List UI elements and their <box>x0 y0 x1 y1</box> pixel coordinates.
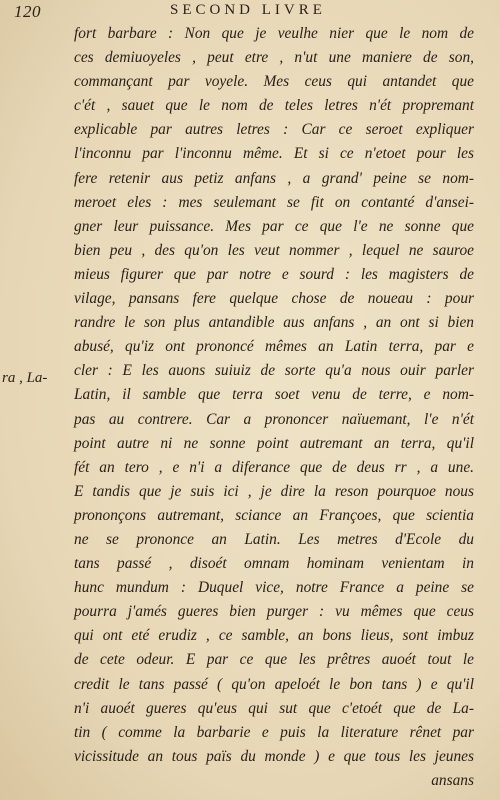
text-line: cler : E les auons suiuiz de sorte qu'a nous ouir parler <box>74 362 474 380</box>
text-line: qui ont eté erudiz , ce samble, an bons lieus, sont imbuz <box>74 627 474 645</box>
text-line: ne se prononce an Latin. Les metres d'Ecole du <box>74 530 474 548</box>
text-line: ces demiuoyeles , peut etre , n'ut une maniere de son, <box>74 49 474 67</box>
text-line: abusé, qu'iz ont prononcé mêmes an Latin terra, par e <box>74 338 474 356</box>
body-text <box>74 22 474 793</box>
text-line: gner leur puissance. Mes par ce que l'e ne sonne que <box>74 217 474 235</box>
text-line: ansans <box>431 771 474 789</box>
text-line: point autre ni ne sonne point autremant an terra, qu'il <box>74 434 474 452</box>
text-line: hunc mundum : Duquel vice, notre France a peine se <box>74 579 474 597</box>
text-line: credit le tans passé ( qu'on apeloét le bon tans ) e qu'il <box>74 675 474 693</box>
text-line: pas au contrere. Car a prononcer naïuemant, l'e n'ét <box>74 410 474 428</box>
text-line: meroet eles : mes seulemant se fit on contanté d'ansei- <box>74 193 474 211</box>
text-line: tans passé , disoét omnam hominam venientam in <box>74 555 474 573</box>
margin-note: ra , La- <box>2 370 48 386</box>
text-line: fét an tero , e n'i a diferance que de deus rr , a une. <box>74 458 474 476</box>
show-through-text <box>30 255 68 325</box>
text-line: prononçons autremant, sciance an Françoes, que scientia <box>74 506 474 524</box>
text-line: c'ét , sauet que le nom de teles letres n'ét propremant <box>74 97 474 115</box>
text-line: randre le son plus antandible aus anfans , an ont si bien <box>74 314 474 332</box>
text-line: E tandis que je suis ici , je dire la reson pourquoe nous <box>74 482 474 500</box>
text-line: l'inconnu par l'inconnu même. Et si ce n'etoet pour les <box>74 145 474 163</box>
text-line: bien peu , des qu'on les veut nommer , lequel ne sauroe <box>74 241 474 259</box>
page-number: 120 <box>14 2 41 21</box>
text-line: mieus figurer que par notre e sourd : les magisters de <box>74 265 474 283</box>
running-head: SECOND LIVRE <box>170 2 326 18</box>
text-line: n'i auoét gueres qu'eus qui sut que c'etoét que de La- <box>74 699 474 717</box>
text-line: de cete odeur. E par ce que les prêtres auoét tout le <box>74 651 474 669</box>
text-line: fere retenir aus petiz anfans , a grand' peine se nom- <box>74 169 474 187</box>
text-line: fort barbare : Non que je veulhe nier que le nom de <box>74 25 474 42</box>
text-line: pourra j'amés gueres bien purger : vu mêmes que ceus <box>74 603 474 621</box>
text-line: tin ( comme la barbarie e puis la literature rênet par <box>74 723 474 741</box>
text-line: commançant par voyele. Mes ceus qui antandet que <box>74 73 474 91</box>
text-line: Latin, il samble que terra soet venu de terre, e nom- <box>74 386 474 404</box>
text-line: vicissitude an tous païs du monde ) e que tous les jeunes <box>74 747 474 765</box>
text-line: vilage, pansans fere quelque chose de noueau : pour <box>74 290 474 308</box>
text-line: explicable par autres letres : Car ce seroet expliquer <box>74 121 474 139</box>
